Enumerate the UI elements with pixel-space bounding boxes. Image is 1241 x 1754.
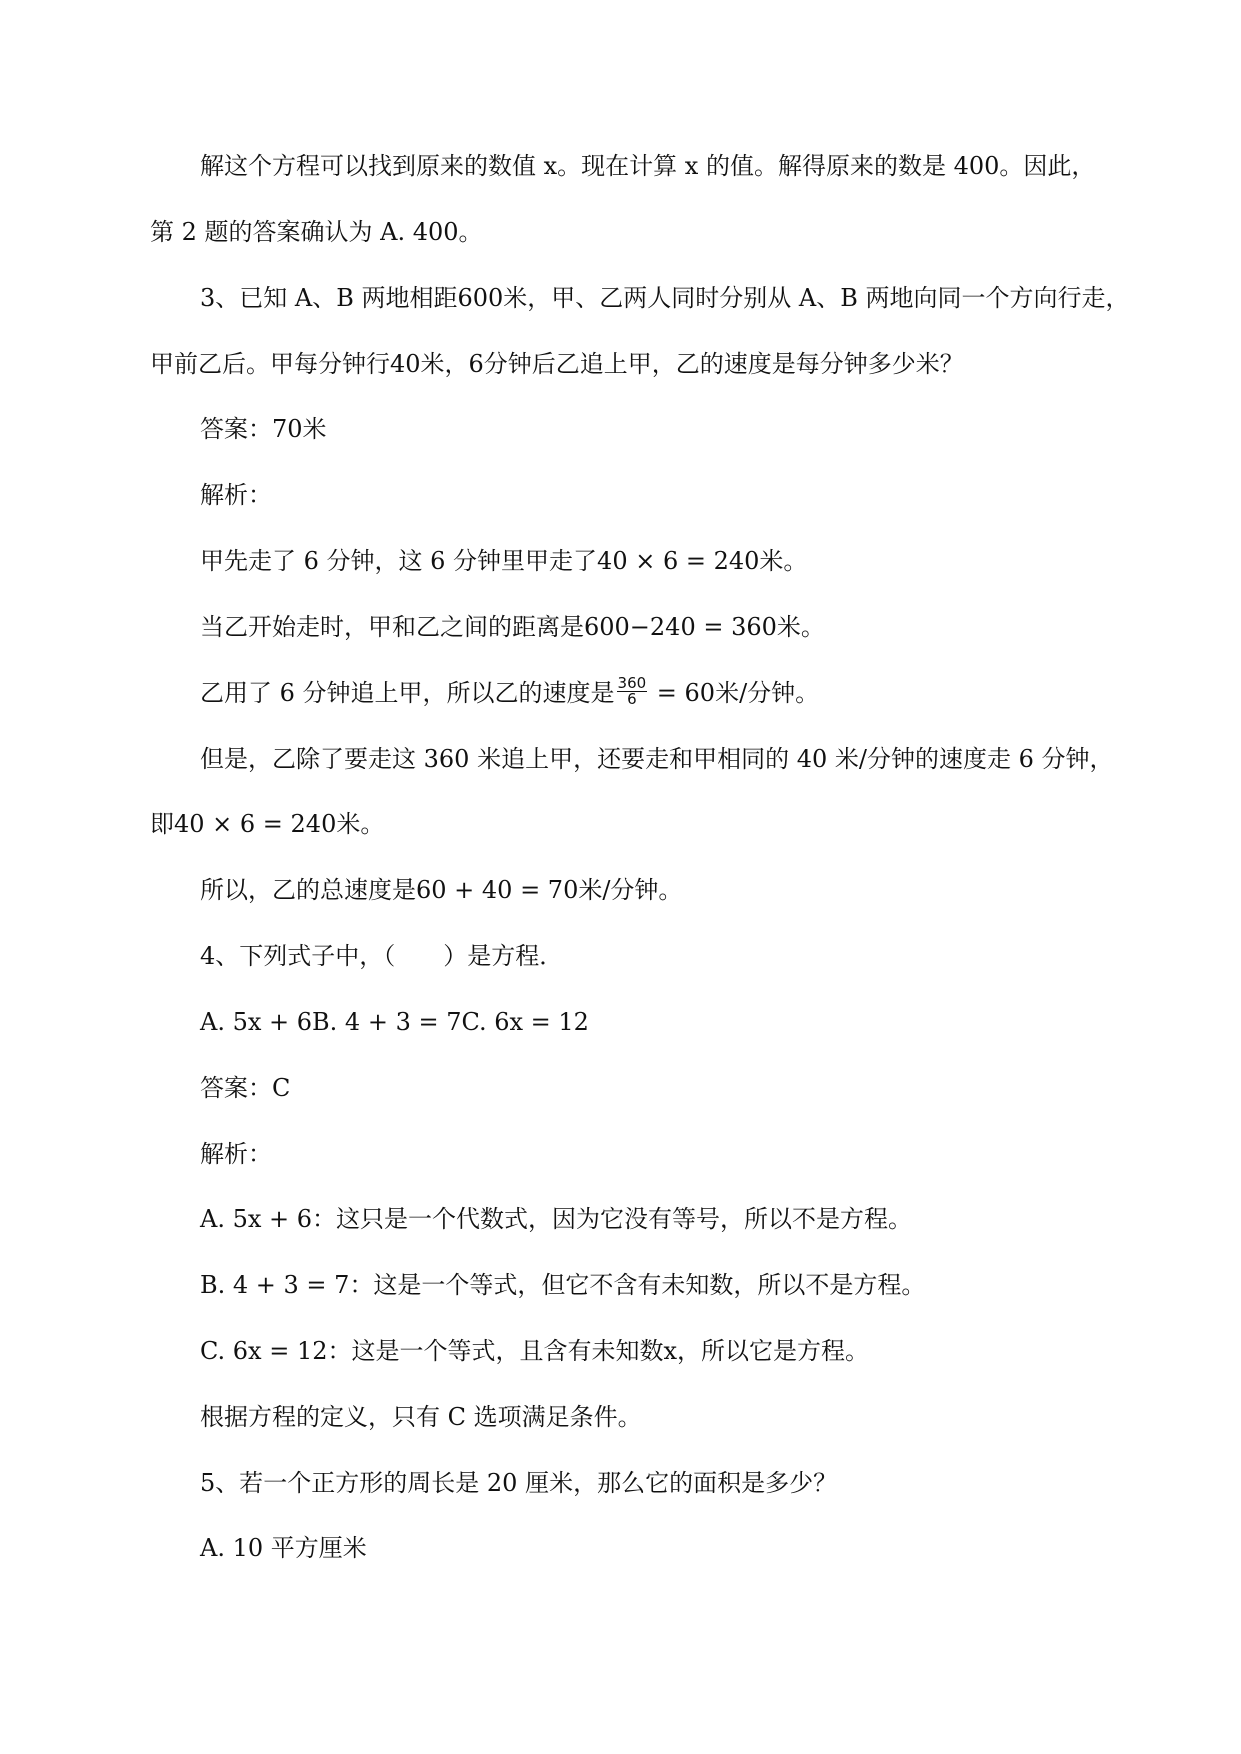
question-3-step-3 <box>200 676 1141 710</box>
question-3-text: 3、已知 A、B 两地相距600米，甲、乙两人同时分别从 A、B 两地向同一个方向行走， <box>200 284 1130 312</box>
question-5-text: 5、若一个正方形的周长是 20 厘米，那么它的面积是多少？ <box>200 1469 838 1497</box>
paragraph-solution-intro: 解这个方程可以找到原来的数值 x。现在计算 x 的值。解得原来的数是 400。因此， <box>200 152 1096 180</box>
fraction <box>617 676 648 707</box>
question-3-analysis-label: 解析： <box>200 481 272 509</box>
question-3-step-3-lead: 乙用了 6 分钟追上甲，所以乙的速度是 <box>200 679 615 707</box>
question-3-step-2: 当乙开始走时，甲和乙之间的距离是600−240 = 360米。 <box>200 613 825 641</box>
fraction-denominator: 6 <box>627 690 637 708</box>
question-4-option-c-analysis: C. 6x = 12：这是一个等式，且含有未知数x，所以它是方程。 <box>200 1337 870 1365</box>
question-4-option-b-analysis: B. 4 + 3 = 7：这是一个等式，但它不含有未知数，所以不是方程。 <box>200 1271 926 1299</box>
question-3-step-1: 甲先走了 6 分钟，这 6 分钟里甲走了40 × 6 = 240米。 <box>200 547 808 575</box>
question-3-step-3-tail: = 60米/分钟。 <box>649 679 820 707</box>
question-4-text: 4、下列式子中，（ ）是方程． <box>200 942 564 970</box>
question-3-text-cont: 甲前乙后。甲每分钟行40米，6分钟后乙追上甲，乙的速度是每分钟多少米？ <box>150 350 964 378</box>
question-4-conclusion: 根据方程的定义，只有 C 选项满足条件。 <box>200 1403 642 1431</box>
question-4-options: A. 5x + 6B. 4 + 3 = 7C. 6x = 12 <box>200 1008 589 1036</box>
fraction-numerator: 360 <box>617 674 647 692</box>
question-5-option-a: A. 10 平方厘米 <box>200 1534 367 1562</box>
question-4-analysis-label: 解析： <box>200 1140 272 1168</box>
question-3-step-4: 但是，乙除了要走这 360 米追上甲，还要走和甲相同的 40 米/分钟的速度走 6 分钟， <box>200 745 1114 773</box>
question-4-option-a-analysis: A. 5x + 6：这只是一个代数式，因为它没有等号，所以不是方程。 <box>200 1205 913 1233</box>
paragraph-answer-q2: 第 2 题的答案确认为 A. 400。 <box>150 218 483 246</box>
question-3-answer: 答案：70米 <box>200 415 327 443</box>
question-3-step-4-cont: 即40 × 6 = 240米。 <box>150 810 385 838</box>
question-4-answer: 答案：C <box>200 1074 291 1102</box>
question-3-step-5: 所以，乙的总速度是60 + 40 = 70米/分钟。 <box>200 876 683 904</box>
